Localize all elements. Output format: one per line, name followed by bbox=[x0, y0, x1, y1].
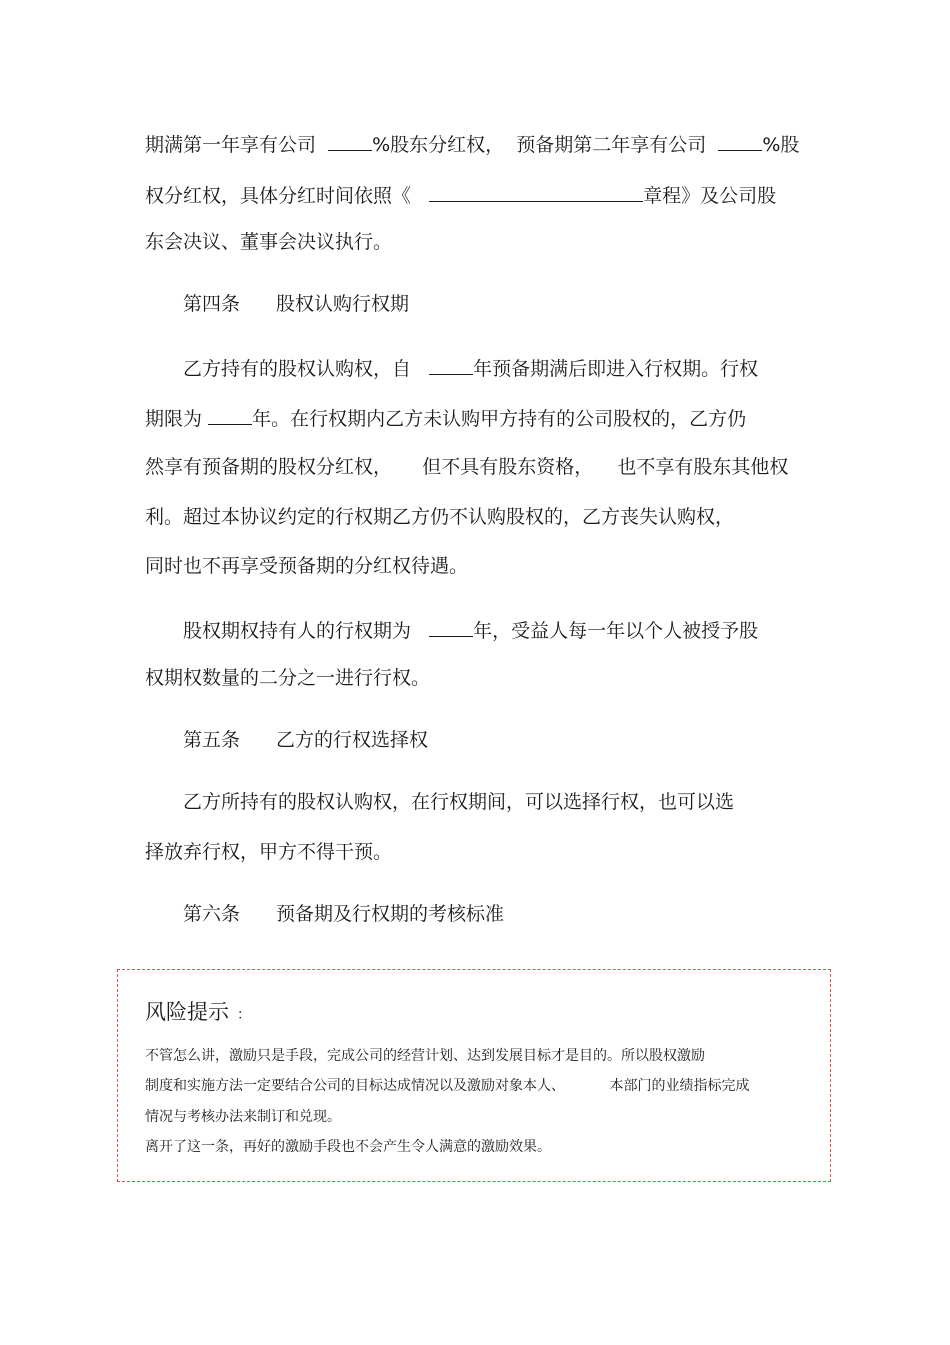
text-segment: 章程》及公司股 bbox=[643, 185, 777, 207]
risk-tip-line-4: 离开了这一条，再好的激励手段也不会产生令人满意的激励效果。 bbox=[145, 1139, 551, 1155]
text-segment: 年预备期满后即进入行权期。行权 bbox=[473, 358, 759, 380]
blank-field bbox=[429, 616, 473, 637]
article-number: 第六条 bbox=[183, 903, 241, 925]
paragraph-option-line-1 bbox=[183, 616, 758, 643]
paragraph-exercise-line-4: 利。超过本协议约定的行权期乙方仍不认购股权的，乙方丧失认购权， bbox=[145, 506, 735, 528]
article-title: 股权认购行权期 bbox=[276, 293, 410, 315]
article-5-heading bbox=[183, 728, 428, 752]
article-6-heading bbox=[183, 902, 504, 926]
text-segment: 也不享有股东其他权 bbox=[617, 456, 789, 478]
text-segment: 年。在行权期内乙方未认购甲方持有的公司股权的，乙方仍 bbox=[252, 408, 747, 430]
text-segment: 年，受益人每一年以个人被授予股 bbox=[473, 620, 759, 642]
article-title: 预备期及行权期的考核标准 bbox=[276, 903, 505, 925]
paragraph-exercise-line-2 bbox=[145, 404, 746, 431]
text-segment: 期限为 bbox=[145, 408, 203, 430]
text-segment: 股权期权持有人的行权期为 bbox=[183, 620, 412, 642]
text-segment: 期满第一年享有公司 bbox=[145, 134, 317, 156]
paragraph-exercise-line-1 bbox=[183, 354, 758, 381]
article-title: 乙方的行权选择权 bbox=[276, 729, 429, 751]
blank-field bbox=[429, 181, 643, 202]
risk-tip-title bbox=[145, 999, 251, 1028]
paragraph-option-line-2: 权期权数量的二分之一进行行权。 bbox=[145, 667, 431, 689]
text-segment: 本部门的业绩指标完成 bbox=[609, 1078, 750, 1094]
blank-field bbox=[718, 130, 762, 151]
risk-title-colon: ： bbox=[237, 1007, 251, 1023]
paragraph-dividend-line-2 bbox=[145, 181, 776, 208]
paragraph-choice-line-2: 择放弃行权，甲方不得干预。 bbox=[145, 841, 393, 863]
blank-field bbox=[429, 354, 473, 375]
paragraph-dividend-line-1 bbox=[145, 130, 799, 157]
risk-tip-line-3: 情况与考核办法来制订和兑现。 bbox=[145, 1109, 341, 1125]
text-segment: 然享有预备期的股权分红权， bbox=[145, 456, 393, 478]
risk-title-text: 风险提示 bbox=[145, 1000, 229, 1024]
text-segment: 制度和实施方法一定要结合公司的目标达成情况以及激励对象本人、 bbox=[145, 1078, 565, 1094]
text-segment: 预备期第二年享有公司 bbox=[516, 134, 707, 156]
text-segment: %股 bbox=[762, 134, 800, 156]
article-4-heading bbox=[183, 292, 409, 316]
blank-field bbox=[208, 404, 252, 425]
text-segment: %股东分红权， bbox=[372, 134, 505, 156]
text-segment: 乙方持有的股权认购权，自 bbox=[183, 358, 412, 380]
blank-field bbox=[328, 130, 372, 151]
paragraph-choice-line-1: 乙方所持有的股权认购权，在行权期间，可以选择行权，也可以选 bbox=[183, 791, 735, 813]
paragraph-dividend-line-3: 东会决议、董事会决议执行。 bbox=[145, 231, 393, 253]
paragraph-exercise-line-5: 同时也不再享受预备期的分红权待遇。 bbox=[145, 555, 469, 577]
text-segment: 但不具有股东资格， bbox=[422, 456, 594, 478]
article-number: 第五条 bbox=[183, 729, 241, 751]
risk-tip-line-1: 不管怎么讲，激励只是手段，完成公司的经营计划、达到发展目标才是目的。所以股权激励 bbox=[145, 1048, 705, 1064]
text-segment: 权分红权，具体分红时间依照《 bbox=[145, 185, 412, 207]
risk-tip-line-2 bbox=[145, 1077, 750, 1095]
paragraph-exercise-line-3 bbox=[145, 455, 788, 479]
article-number: 第四条 bbox=[183, 293, 241, 315]
